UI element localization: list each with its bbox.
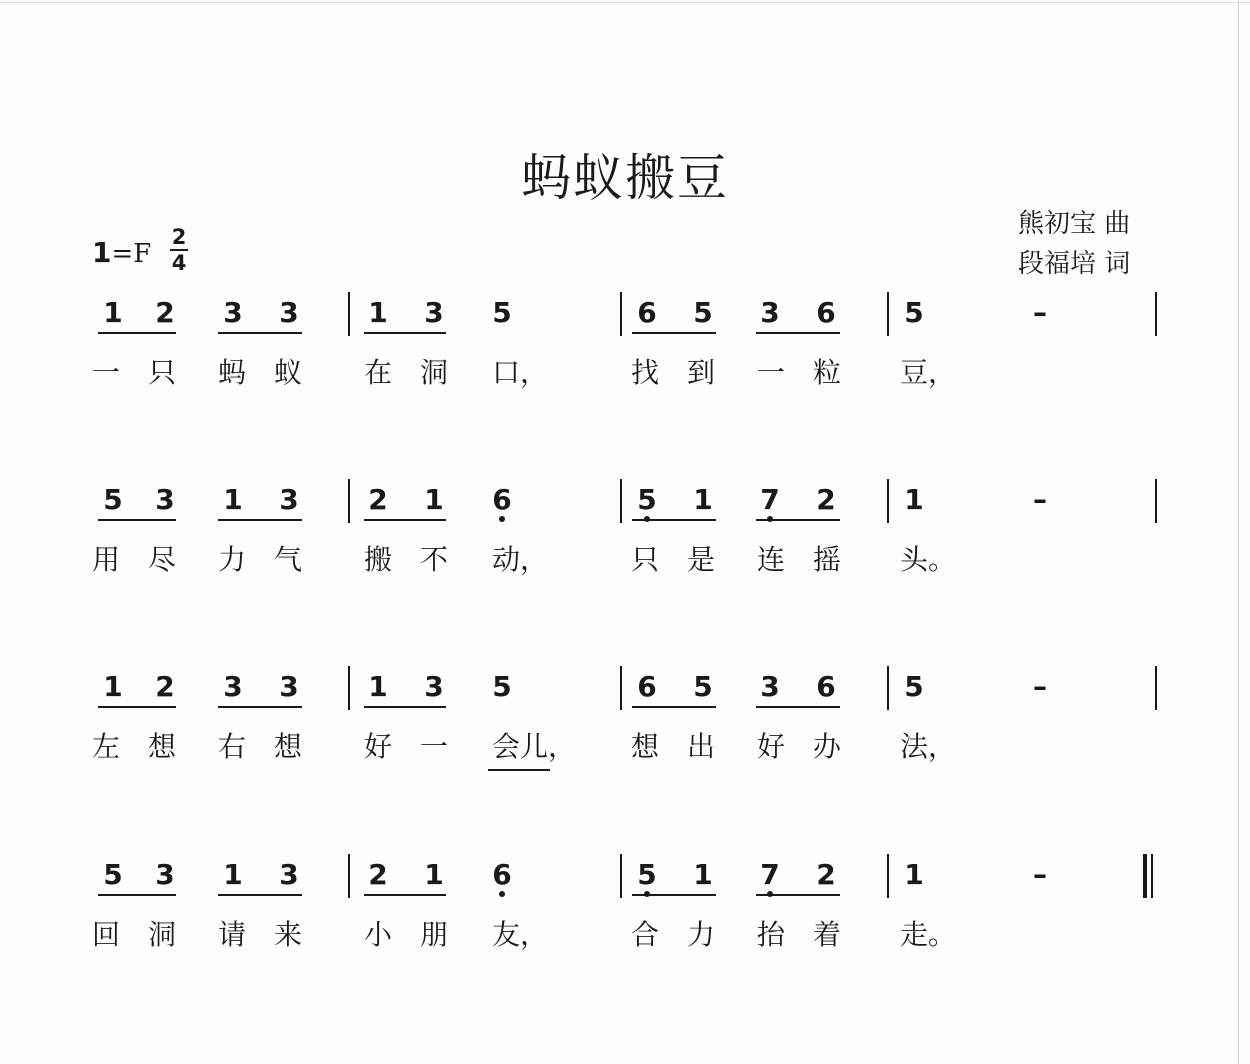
note: 2 [368, 858, 388, 891]
note: 2 [816, 858, 836, 891]
lyric-syllable: 小 [363, 918, 392, 951]
note: 7 [756, 483, 784, 517]
lyric-syllable: 洞 [147, 918, 176, 951]
eighth-note-beam [756, 706, 840, 708]
note: 3 [279, 670, 299, 703]
note: 1 [693, 483, 713, 516]
lyric-syllable: 是 [686, 543, 715, 576]
eighth-note-beam [218, 332, 302, 334]
note: 3 [155, 858, 175, 891]
lyric-syllable: 不 [419, 543, 448, 576]
eighth-note-beam [218, 894, 302, 896]
note: 3 [424, 296, 444, 329]
lyric-syllable: 头。 [900, 543, 957, 576]
eighth-note-beam [632, 332, 716, 334]
lyric-syllable: 摇 [812, 543, 841, 576]
lyric-syllable: 只 [630, 543, 659, 576]
sustain-dash: – [1033, 858, 1047, 891]
note: 5 [103, 483, 123, 516]
lyric-syllable: 走。 [900, 918, 957, 951]
note: 3 [279, 296, 299, 329]
note: 1 [368, 296, 388, 329]
lyric-syllable: 好 [756, 730, 785, 763]
end-bar-line [1155, 666, 1157, 710]
note: 6 [816, 670, 836, 703]
lyric-syllable: 只 [147, 356, 176, 389]
note: 1 [424, 483, 444, 516]
note: 1 [223, 483, 243, 516]
music-line-4 [0, 858, 1250, 978]
song-title: 蚂蚁搬豆 [521, 149, 729, 207]
note: 2 [155, 296, 175, 329]
lyric-syllable: 回 [91, 918, 120, 951]
eighth-note-beam [756, 332, 840, 334]
eighth-note-beam [218, 706, 302, 708]
eighth-note-beam [632, 519, 716, 521]
lyric-syllable: 找 [630, 356, 659, 389]
lyric-syllable: 会儿， [492, 730, 577, 763]
time-signature-bottom: 4 [171, 251, 187, 275]
lyric-syllable: 左 [91, 730, 120, 763]
lyric-syllable: 搬 [363, 543, 392, 576]
lyric-syllable: 力 [686, 918, 715, 951]
music-line-1 [0, 296, 1250, 416]
note: 1 [904, 858, 924, 891]
lyric-syllable: 友， [492, 918, 549, 951]
lyric-syllable: 想 [273, 730, 302, 763]
note: 3 [223, 670, 243, 703]
lyric-syllable: 口， [492, 356, 549, 389]
note: 1 [904, 483, 924, 516]
note: 7 [756, 858, 784, 892]
key-equals: = [111, 239, 134, 269]
eighth-note-beam [756, 894, 840, 896]
note: 6 [488, 483, 516, 517]
note: 1 [223, 858, 243, 891]
lyric-syllable: 着 [812, 918, 841, 951]
note: 2 [816, 483, 836, 516]
lyric-syllable: 合 [630, 918, 659, 951]
lyricist-credit: 段福培 词 [1018, 249, 1131, 279]
lyric-syllable: 一 [419, 730, 448, 763]
note: 3 [279, 858, 299, 891]
eighth-note-beam [632, 706, 716, 708]
lyric-syllable: 一 [756, 356, 785, 389]
eighth-note-beam [98, 519, 176, 521]
note: 5 [492, 670, 512, 703]
lyric-syllable: 连 [756, 543, 785, 576]
lyric-syllable: 蚁 [273, 356, 302, 389]
bar-line [887, 292, 889, 336]
lyric-syllable: 粒 [812, 356, 841, 389]
note: 6 [637, 296, 657, 329]
note: 1 [368, 670, 388, 703]
lyric-syllable: 想 [630, 730, 659, 763]
low-octave-dot [499, 891, 505, 897]
lyric-syllable: 来 [273, 918, 302, 951]
music-line-2 [0, 483, 1250, 603]
eighth-note-beam [98, 894, 176, 896]
key-number: 1 [92, 236, 112, 269]
lyric-syllable: 动， [492, 543, 549, 576]
note: 3 [279, 483, 299, 516]
low-octave-dot [499, 516, 505, 522]
note: 3 [760, 296, 780, 329]
bar-line [887, 854, 889, 898]
note: 5 [693, 670, 713, 703]
note: 2 [155, 670, 175, 703]
key-signature [92, 236, 151, 269]
note: 3 [223, 296, 243, 329]
eighth-note-beam [364, 519, 446, 521]
note: 2 [368, 483, 388, 516]
note: 1 [693, 858, 713, 891]
sustain-dash: – [1033, 670, 1047, 703]
bar-line [887, 479, 889, 523]
sustain-dash: – [1033, 296, 1047, 329]
lyric-syllable: 气 [273, 543, 302, 576]
music-line-3 [0, 670, 1250, 790]
lyric-slur-underline [488, 769, 550, 771]
eighth-note-beam [632, 894, 716, 896]
page-top-edge [0, 2, 1250, 3]
note: 3 [155, 483, 175, 516]
note: 1 [103, 670, 123, 703]
bar-line [620, 479, 622, 523]
lyric-syllable: 想 [147, 730, 176, 763]
note: 5 [103, 858, 123, 891]
eighth-note-beam [364, 894, 446, 896]
eighth-note-beam [98, 706, 176, 708]
lyric-syllable: 朋 [419, 918, 448, 951]
lyric-syllable: 请 [217, 918, 246, 951]
note: 1 [424, 858, 444, 891]
lyric-syllable: 豆， [900, 356, 957, 389]
final-bar-thin-line [1151, 854, 1153, 898]
eighth-note-beam [98, 332, 176, 334]
lyric-syllable: 办 [812, 730, 841, 763]
note: 5 [633, 483, 661, 517]
lyric-syllable: 出 [686, 730, 715, 763]
composer-credit: 熊初宝 曲 [1018, 209, 1131, 239]
bar-line [348, 292, 350, 336]
eighth-note-beam [218, 519, 302, 521]
bar-line [348, 479, 350, 523]
lyric-syllable: 法， [900, 730, 957, 763]
bar-line [620, 292, 622, 336]
lyric-syllable: 在 [363, 356, 392, 389]
time-signature [170, 226, 188, 274]
note: 6 [637, 670, 657, 703]
lyric-syllable: 力 [217, 543, 246, 576]
lyric-syllable: 抬 [756, 918, 785, 951]
sustain-dash: – [1033, 483, 1047, 516]
eighth-note-beam [756, 519, 840, 521]
bar-line [348, 854, 350, 898]
lyric-syllable: 一 [91, 356, 120, 389]
lyric-syllable: 到 [686, 356, 715, 389]
bar-line [620, 666, 622, 710]
eighth-note-beam [364, 332, 446, 334]
eighth-note-beam [364, 706, 446, 708]
bar-line [348, 666, 350, 710]
lyric-syllable: 好 [363, 730, 392, 763]
note: 1 [103, 296, 123, 329]
note: 3 [760, 670, 780, 703]
note: 3 [424, 670, 444, 703]
lyric-syllable: 用 [91, 543, 120, 576]
final-bar-line [1143, 854, 1147, 898]
end-bar-line [1155, 292, 1157, 336]
note: 6 [816, 296, 836, 329]
note: 5 [492, 296, 512, 329]
key-tonic: F [133, 239, 152, 269]
note: 5 [904, 670, 924, 703]
note: 5 [904, 296, 924, 329]
bar-line [887, 666, 889, 710]
lyric-syllable: 蚂 [217, 356, 246, 389]
bar-line [620, 854, 622, 898]
note: 6 [488, 858, 516, 892]
time-signature-top: 2 [171, 225, 187, 249]
note: 5 [693, 296, 713, 329]
lyric-syllable: 洞 [419, 356, 448, 389]
end-bar-line [1155, 479, 1157, 523]
lyric-syllable: 尽 [147, 543, 176, 576]
note: 5 [633, 858, 661, 892]
lyric-syllable: 右 [217, 730, 246, 763]
